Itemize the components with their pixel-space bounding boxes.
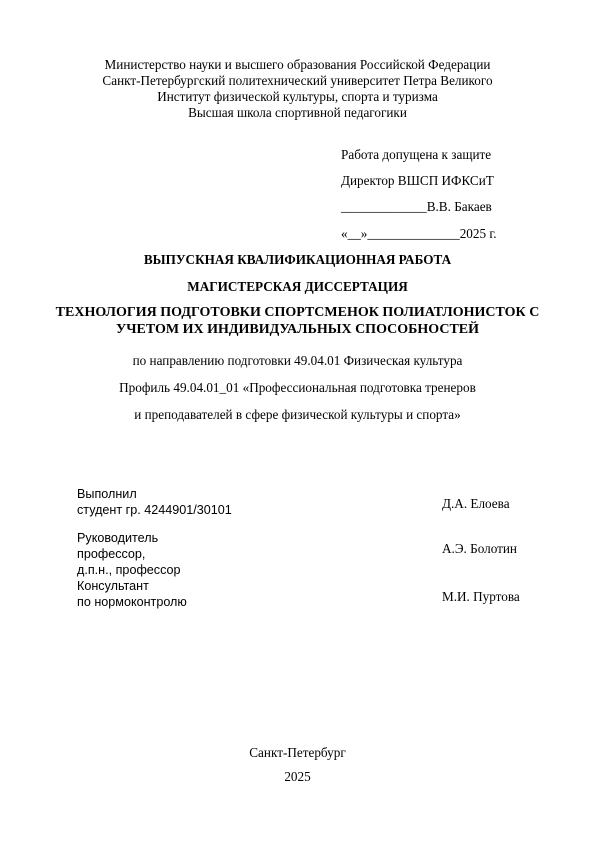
footer-city: Санкт-Петербург — [249, 745, 346, 760]
consultant-role-label: Консультант — [77, 579, 149, 593]
author-group-label: студент гр. 4244901/30101 — [77, 503, 232, 517]
approval-line-admitted: Работа допущена к защите — [341, 147, 492, 162]
approval-line-date: «__»______________2025 г. — [341, 226, 497, 241]
thesis-title-line2: УЧЕТОМ ИХ ИНДИВИДУАЛЬНЫХ СПОСОБНОСТЕЙ — [115, 322, 480, 337]
footer-year: 2025 — [284, 769, 311, 784]
degree-type: МАГИСТЕРСКАЯ ДИССЕРТАЦИЯ — [187, 279, 408, 294]
work-type: ВЫПУСКНАЯ КВАЛИФИКАЦИОННАЯ РАБОТА — [143, 252, 452, 267]
supervisor-name: А.Э. Болотин — [442, 541, 517, 556]
institute-line: Институт физической культуры, спорта и туризма — [157, 89, 438, 104]
author-name: Д.А. Елоева — [442, 496, 510, 511]
profile-line1: Профиль 49.04.01_01 «Профессиональная подготовка тренеров — [119, 380, 476, 395]
university-line: Санкт-Петербургский политехнический университет Петра Великого — [102, 73, 493, 88]
ministry-line: Министерство науки и высшего образования Российской Федерации — [104, 57, 491, 72]
consultant-area-label: по нормоконтролю — [77, 595, 187, 609]
supervisor-role-label: Руководитель — [77, 531, 159, 545]
thesis-title-line1: ТЕХНОЛОГИЯ ПОДГОТОВКИ СПОРТСМЕНОК ПОЛИАТЛОНИСТОК С — [55, 305, 540, 320]
approval-line-signature: _____________В.В. Бакаев — [341, 199, 492, 214]
supervisor-position-label: профессор, — [77, 547, 146, 561]
school-line: Высшая школа спортивной педагогики — [188, 105, 407, 120]
approval-line-director: Директор ВШСП ИФКСиТ — [341, 173, 494, 188]
author-role-label: Выполнил — [77, 487, 137, 501]
supervisor-degree-label: д.п.н., профессор — [77, 563, 181, 577]
consultant-name: М.И. Пуртова — [442, 589, 520, 604]
direction-line: по направлению подготовки 49.04.01 Физическая культура — [132, 353, 463, 368]
profile-line2: и преподавателей в сфере физической культуры и спорта» — [134, 407, 461, 422]
